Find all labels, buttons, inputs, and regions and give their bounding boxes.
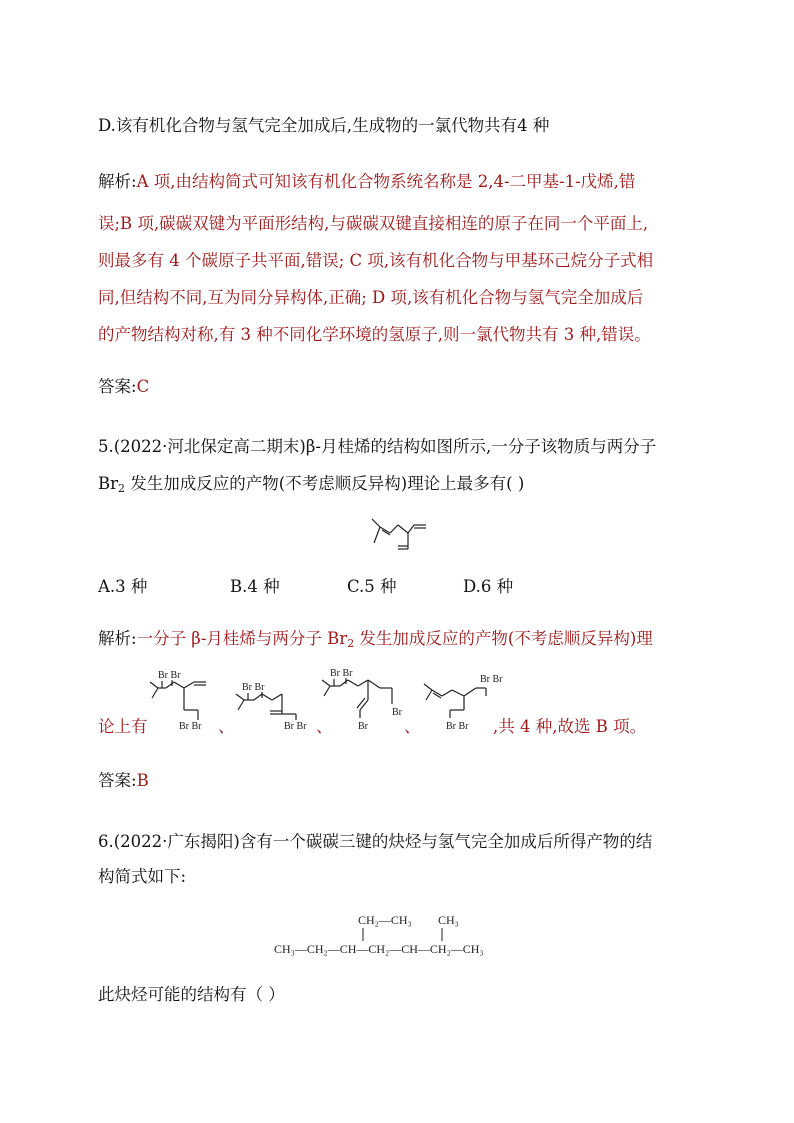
q5-analysis-br-subscript: 2 xyxy=(347,637,355,650)
q5-br-subscript: 2 xyxy=(118,482,126,495)
product-3-br-1: Br xyxy=(392,707,402,718)
formula-top-right-branch: CH₃ xyxy=(438,913,459,927)
myrcene-structure-diagram xyxy=(370,515,430,555)
q5-stem-line-1: 5.(2022·河北保定高二期末)β-月桂烯的结构如图所示,一分子该物质与两分子 xyxy=(98,437,657,456)
formula-main-chain: CH₃—CH₂—CH—CH₂—CH—CH₂—CH₃ xyxy=(274,942,484,956)
q4-answer-value: C xyxy=(136,377,150,396)
product-2-bottom-label: Br Br xyxy=(284,721,307,732)
q5-answer-value: B xyxy=(136,771,149,790)
product-structure-1 xyxy=(148,668,218,738)
product-4-top-label: Br Br xyxy=(480,674,503,685)
q5-option-d: D.6 种 xyxy=(463,577,514,596)
formula-top-left-branch: CH₂—CH₃ xyxy=(358,913,412,927)
q5-analysis-line-1 xyxy=(98,628,653,650)
q6-stem-line-1: 6.(2022·广东揭阳)含有一个碳碳三键的炔烃与氢气完全加成后所得产物的结 xyxy=(98,832,653,851)
q6-condensed-formula xyxy=(274,908,554,958)
q5-option-a: A.3 种 xyxy=(98,577,148,596)
product-3-top-label: Br Br xyxy=(330,668,353,679)
q5-analysis-line-2-start: 论上有 xyxy=(98,717,148,736)
q4-analysis-line-5: 的产物结构对称,有 3 种不同化学环境的氢原子,则一氯代物共有 3 种,错误。 xyxy=(98,325,651,344)
q4-option-d: D.该有机化合物与氢气完全加成后,生成物的一氯代物共有4 种 xyxy=(98,116,550,135)
q5-br: Br xyxy=(98,474,119,493)
q5-analysis-label: 解析: xyxy=(98,629,137,648)
q5-analysis-text-a: 一分子 β-月桂烯与两分子 Br xyxy=(136,629,348,648)
product-structure-3 xyxy=(320,666,410,746)
product-3-br-2: Br xyxy=(358,721,368,732)
q5-answer-line xyxy=(98,770,149,792)
q5-answer-label: 答案: xyxy=(98,771,137,790)
product-1-top-label: Br Br xyxy=(158,670,181,681)
q6-stem-line-2: 构简式如下: xyxy=(98,867,187,886)
q4-analysis-text-1: A 项,由结构简式可知该有机化合物系统名称是 2,4-二甲基-1-戊烯,错 xyxy=(136,172,636,191)
q5-stem-rest: 发生加成反应的产物(不考虑顺反异构)理论上最多有( ) xyxy=(125,474,525,493)
product-structure-2 xyxy=(234,680,314,750)
q4-answer-label: 答案: xyxy=(98,377,137,396)
q5-option-b: B.4 种 xyxy=(230,577,280,596)
q5-separator-1: 、 xyxy=(218,717,235,736)
q5-stem-line-2 xyxy=(98,473,524,495)
q5-option-c: C.5 种 xyxy=(347,577,397,596)
q6-question: 此炔烃可能的结构有（ ） xyxy=(98,985,285,1004)
product-2-top-label: Br Br xyxy=(242,682,265,693)
product-structure-4 xyxy=(420,670,503,740)
q4-answer-line xyxy=(98,376,149,398)
q4-analysis-line-2: 误;B 项,碳碳双键为平面形结构,与碳碳双键直接相连的原子在同一个平面上, xyxy=(98,214,649,233)
q4-analysis-line-1 xyxy=(98,171,635,193)
q5-separator-2: 、 xyxy=(316,717,333,736)
product-4-bottom-label: Br Br xyxy=(446,721,469,732)
product-1-bottom-label: Br Br xyxy=(179,721,202,732)
q5-analysis-line-2-end: ,共 4 种,故选 B 项。 xyxy=(493,717,647,736)
q4-analysis-line-3: 则最多有 4 个碳原子共平面,错误; C 项,该有机化合物与甲基环己烷分子式相 xyxy=(98,251,654,270)
q5-analysis-text-b: 发生加成反应的产物(不考虑顺反异构)理 xyxy=(354,629,653,648)
q5-separator-3: 、 xyxy=(404,717,421,736)
q4-analysis-label: 解析: xyxy=(98,172,137,191)
q4-analysis-line-4: 同,但结构不同,互为同分异构体,正确; D 项,该有机化合物与氢气完全加成后 xyxy=(98,288,644,307)
